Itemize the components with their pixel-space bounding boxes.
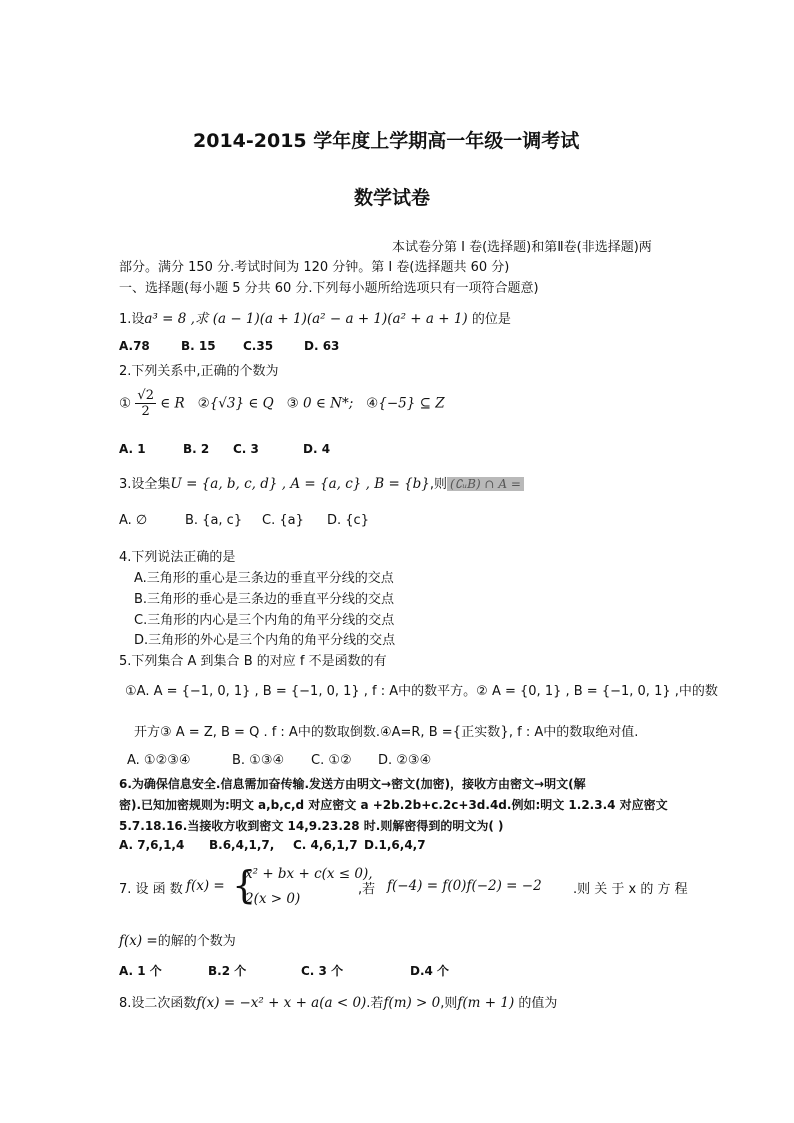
q1-prefix: 1.设 bbox=[119, 312, 145, 327]
q8-condition: f(m) > 0 bbox=[383, 995, 441, 1011]
q5-line-2: 开方③ A = Z, B = Q . f : A中的数取倒数.④A=R, B ={正实数}, f : A中的数取绝对值. bbox=[134, 724, 639, 740]
intro-line-1: 本试卷分第 I 卷(选择题)和第Ⅱ卷(非选择题)两 bbox=[392, 240, 652, 255]
q6-line-3: 5.7.18.16.当接收方收到密文 14,9.23.28 时.则解密得到的明文为( ) bbox=[119, 819, 504, 833]
intro-line-2: 部分。满分 150 分.考试时间为 120 分钟。第 I 卷(选择题共 60 分) bbox=[119, 260, 510, 275]
q3-option-a: A. ∅ bbox=[119, 513, 148, 528]
q2-item-1-expr: ∈ R bbox=[160, 395, 185, 412]
q5-option-c: C. ①② bbox=[311, 753, 352, 768]
q1-option-a: A.78 bbox=[119, 339, 150, 353]
q5-line-2-start: 开方③ A = Z, B = Q . f : A中的数取倒数.④A=R, B = bbox=[134, 725, 453, 740]
q6-option-c: C. 4,6,1,7 bbox=[293, 838, 358, 852]
q4-option-a: A.三角形的重心是三条边的垂直平分线的交点 bbox=[134, 571, 394, 586]
q3-option-c: C. {a} bbox=[262, 513, 304, 528]
q7-case-1: x² + bx + c(x ≤ 0), bbox=[245, 866, 373, 882]
q5-line-2-end: , f : A中的数取绝对值. bbox=[508, 725, 639, 740]
q7-option-a: A. 1 个 bbox=[119, 964, 162, 978]
q2-item-2-expr: ∈ Q bbox=[248, 395, 274, 412]
question-1 bbox=[119, 307, 511, 327]
section-heading: 一、选择题(每小题 5 分共 60 分.下列每小题所给选项只有一项符合题意) bbox=[119, 281, 539, 296]
q3-boxed-expression: (∁ᵤB) ∩ A = bbox=[447, 477, 524, 491]
q7-line-2 bbox=[119, 930, 236, 949]
page-title: 2014-2015 学年度上学期高一年级一调考试 bbox=[193, 130, 580, 152]
q4-option-c: C.三角形的内心是三个内角的角平分线的交点 bbox=[134, 613, 395, 628]
q3-expression: U = {a, b, c, d} , A = {a, c} , B = {b} bbox=[170, 476, 430, 492]
q7-option-d: D.4 个 bbox=[410, 964, 450, 978]
q8-expression: f(x) = −x² + x + a(a < 0) bbox=[196, 995, 367, 1011]
q7-equation: f(x) = bbox=[119, 933, 158, 949]
q8-suffix: 的值为 bbox=[518, 996, 558, 1011]
q4-option-b: B.三角形的垂心是三条边的垂直平分线的交点 bbox=[134, 592, 395, 607]
q7-condition: f(−4) = f(0)f(−2) = −2 bbox=[387, 878, 542, 894]
q1-expression: a³ = 8 ,求 (a − 1)(a + 1)(a² − a + 1)(a² + a + 1) bbox=[144, 311, 468, 327]
q2-item-1-marker: ① bbox=[119, 395, 132, 412]
q2-item-2-set: {√3} bbox=[209, 395, 245, 412]
question-8 bbox=[119, 992, 557, 1011]
q5-option-d: D. ②③④ bbox=[378, 753, 432, 768]
q2-fraction-denominator: 2 bbox=[141, 404, 150, 419]
q6-option-b: B.6,4,1,7, bbox=[209, 838, 275, 852]
q6-line-2: 密).已知加密规则为:明文 a,b,c,d 对应密文 a +2b.2b+c.2c+3d.4d.例如:明文 1.2.3.4 对应密文 bbox=[119, 798, 668, 812]
q6-option-a: A. 7,6,1,4 bbox=[119, 838, 185, 852]
q5-positive-reals: 正实数 bbox=[461, 725, 501, 740]
q2-item-4-expr: {−5} ⊆ Z bbox=[378, 395, 445, 412]
q2-item-4-marker: ④ bbox=[366, 395, 379, 412]
q7-mid: ,若 bbox=[358, 882, 376, 897]
q2-item-3-expr: 0 ∈ N*; bbox=[303, 395, 354, 412]
q3-suffix: ,则 bbox=[429, 477, 448, 492]
q3-option-b: B. {a, c} bbox=[185, 513, 243, 528]
q5-option-a: A. ①②③④ bbox=[127, 753, 191, 768]
q8-mid-2: ,则 bbox=[440, 996, 458, 1011]
q2-option-a: A. 1 bbox=[119, 442, 146, 456]
q2-fraction bbox=[135, 388, 156, 419]
question-2-stem: 2.下列关系中,正确的个数为 bbox=[119, 364, 279, 379]
q5-option-b: B. ①③④ bbox=[232, 753, 285, 768]
q6-line-1: 6.为确保信息安全.信息需加奋传输.发送方由明文→密文(加密)，接收方由密文→明文(解 bbox=[119, 777, 586, 791]
question-3 bbox=[119, 473, 524, 492]
q5-line-1: ①A. A = {−1, 0, 1} , B = {−1, 0, 1} , f : A中的数平方。② A = {0, 1} , B = {−1, 0, 1} ,中的数 bbox=[125, 684, 718, 699]
q7-function-name: f(x) = bbox=[186, 878, 225, 894]
q7-line-2-text: 的解的个数为 bbox=[157, 934, 236, 949]
q2-option-d: D. 4 bbox=[303, 442, 331, 456]
q1-option-c: C.35 bbox=[243, 339, 274, 353]
q2-fraction-numerator: √2 bbox=[137, 388, 154, 403]
q8-mid: .若 bbox=[366, 996, 384, 1011]
q7-prefix: 7. 设 函 数 bbox=[119, 882, 183, 897]
q7-piecewise-brace: { bbox=[232, 863, 257, 907]
question-4-stem: 4.下列说法正确的是 bbox=[119, 550, 236, 565]
q3-option-d: D. {c} bbox=[327, 513, 369, 528]
q1-option-b: B. 15 bbox=[181, 339, 216, 353]
question-2-items bbox=[119, 388, 445, 419]
q2-item-3-marker: ③ bbox=[286, 395, 299, 412]
q8-prefix: 8.设二次函数 bbox=[119, 996, 197, 1011]
q8-target: f(m + 1) bbox=[457, 995, 515, 1011]
q1-suffix: 的位是 bbox=[471, 312, 511, 327]
q2-option-b: B. 2 bbox=[183, 442, 210, 456]
page-subtitle: 数学试卷 bbox=[354, 187, 431, 209]
question-5-stem: 5.下列集合 A 到集合 B 的对应 f 不是函数的有 bbox=[119, 654, 387, 669]
q3-prefix: 3.设全集 bbox=[119, 477, 171, 492]
q2-item-2-marker: ② bbox=[197, 395, 210, 412]
q6-option-d: D.1,6,4,7 bbox=[364, 838, 426, 852]
q7-option-b: B.2 个 bbox=[208, 964, 247, 978]
q7-case-2: 2(x > 0) bbox=[245, 891, 301, 907]
q2-option-c: C. 3 bbox=[233, 442, 259, 456]
q1-option-d: D. 63 bbox=[304, 339, 340, 353]
q7-tail: .则 关 于 x 的 方 程 bbox=[573, 882, 688, 897]
q4-option-d: D.三角形的外心是三个内角的角平分线的交点 bbox=[134, 633, 396, 648]
q7-option-c: C. 3 个 bbox=[301, 964, 344, 978]
